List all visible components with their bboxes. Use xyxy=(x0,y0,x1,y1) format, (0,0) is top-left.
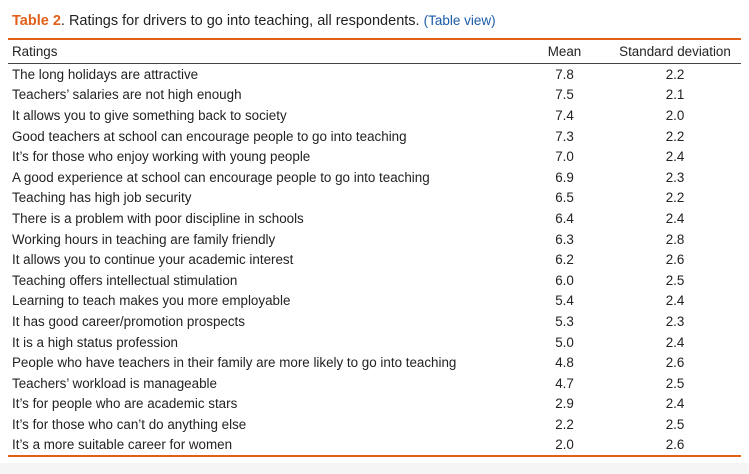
table-view-link-open: ( xyxy=(423,13,429,28)
table-row xyxy=(8,311,741,332)
mean-cell: 7.4 xyxy=(555,107,574,123)
mean-cell: 2.0 xyxy=(555,437,574,453)
sd-cell: 2.1 xyxy=(665,87,685,103)
sd-cell: 2.3 xyxy=(665,313,685,329)
rating-cell: Working hours in teaching are family friendly xyxy=(12,231,276,247)
table-view-link[interactable] xyxy=(424,13,496,28)
mean-cell: 2.9 xyxy=(555,396,574,412)
table-label: Table 2 xyxy=(12,13,61,29)
mean-cell: 6.0 xyxy=(555,272,574,288)
rating-cell: Teachers’ workload is manageable xyxy=(12,375,217,391)
table-row xyxy=(8,435,741,457)
sd-cell: 2.3 xyxy=(665,169,685,185)
ratings-table xyxy=(8,38,741,457)
mean-cell: 6.4 xyxy=(555,210,574,226)
page-bottom-strip xyxy=(0,463,749,474)
mean-cell: 7.3 xyxy=(555,128,574,144)
table-view-link-close: ) xyxy=(491,13,496,28)
table-row xyxy=(8,332,741,353)
mean-cell: 7.8 xyxy=(555,66,574,82)
sd-cell: 2.6 xyxy=(665,437,685,453)
table-row xyxy=(8,167,741,188)
table-row xyxy=(8,64,741,85)
table-row xyxy=(8,105,741,126)
mean-cell: 5.0 xyxy=(555,334,574,350)
sd-cell: 2.2 xyxy=(665,66,685,82)
rating-cell: The long holidays are attractive xyxy=(12,66,199,82)
sd-cell: 2.8 xyxy=(665,231,685,247)
sd-cell: 2.6 xyxy=(665,355,685,371)
table-row xyxy=(8,188,741,209)
mean-cell: 7.0 xyxy=(555,149,574,165)
sd-cell: 2.4 xyxy=(665,293,685,309)
sd-cell: 2.0 xyxy=(665,107,685,123)
table-row xyxy=(8,414,741,435)
table-row xyxy=(8,270,741,291)
rating-cell: It’s for people who are academic stars xyxy=(12,396,238,412)
sd-cell: 2.4 xyxy=(665,334,685,350)
sd-cell: 2.4 xyxy=(665,396,685,412)
table-row xyxy=(8,126,741,147)
mean-cell: 7.5 xyxy=(555,87,574,103)
mean-cell: 4.7 xyxy=(555,375,574,391)
rating-cell: It’s for those who enjoy working with young people xyxy=(12,149,311,165)
sd-cell: 2.4 xyxy=(665,149,685,165)
mean-cell: 5.4 xyxy=(555,293,574,309)
mean-cell: 5.3 xyxy=(555,313,574,329)
sd-cell: 2.2 xyxy=(665,128,685,144)
mean-cell: 2.2 xyxy=(555,416,574,432)
sd-cell: 2.4 xyxy=(665,210,685,226)
table-row xyxy=(8,249,741,270)
mean-cell: 6.5 xyxy=(555,190,574,206)
sd-cell: 2.6 xyxy=(665,252,685,268)
table-row xyxy=(8,146,741,167)
rating-cell: It allows you to continue your academic interest xyxy=(12,252,294,268)
sd-cell: 2.2 xyxy=(665,190,685,206)
rating-cell: A good experience at school can encourage people to go into teaching xyxy=(12,169,430,185)
table-body xyxy=(8,64,741,457)
header-standard-deviation: Standard deviation xyxy=(619,44,731,59)
rating-cell: It is a high status profession xyxy=(12,334,178,350)
sd-cell: 2.5 xyxy=(665,416,685,432)
table-caption xyxy=(12,11,496,31)
table-row xyxy=(8,208,741,229)
mean-cell: 6.2 xyxy=(555,252,574,268)
sd-cell: 2.5 xyxy=(665,375,685,391)
rating-cell: People who have teachers in their family are more likely to go into teaching xyxy=(12,355,457,371)
rating-cell: Learning to teach makes you more employable xyxy=(12,293,291,309)
rating-cell: Teachers’ salaries are not high enough xyxy=(12,87,242,103)
table-view-link-text[interactable]: Table view xyxy=(428,13,492,28)
table-title: . Ratings for drivers to go into teaching, all respondents. xyxy=(60,13,424,29)
sd-cell: 2.5 xyxy=(665,272,685,288)
rating-cell: It allows you to give something back to society xyxy=(12,107,287,123)
header-ratings: Ratings xyxy=(12,44,58,59)
table-header-row xyxy=(8,39,741,64)
table-row xyxy=(8,373,741,394)
rating-cell: Good teachers at school can encourage people to go into teaching xyxy=(12,128,407,144)
table-row xyxy=(8,352,741,373)
rating-cell: It’s for those who can’t do anything else xyxy=(12,416,247,432)
rating-cell: It’s a more suitable career for women xyxy=(12,437,233,453)
rating-cell: It has good career/promotion prospects xyxy=(12,313,245,329)
table-row xyxy=(8,394,741,415)
table-row xyxy=(8,291,741,312)
rating-cell: Teaching has high job security xyxy=(12,190,192,206)
mean-cell: 6.3 xyxy=(555,231,574,247)
header-mean: Mean xyxy=(547,44,582,59)
mean-cell: 6.9 xyxy=(555,169,574,185)
table-row xyxy=(8,229,741,250)
table-row xyxy=(8,85,741,106)
mean-cell: 4.8 xyxy=(555,355,574,371)
rating-cell: There is a problem with poor discipline in schools xyxy=(12,210,304,226)
rating-cell: Teaching offers intellectual stimulation xyxy=(12,272,238,288)
